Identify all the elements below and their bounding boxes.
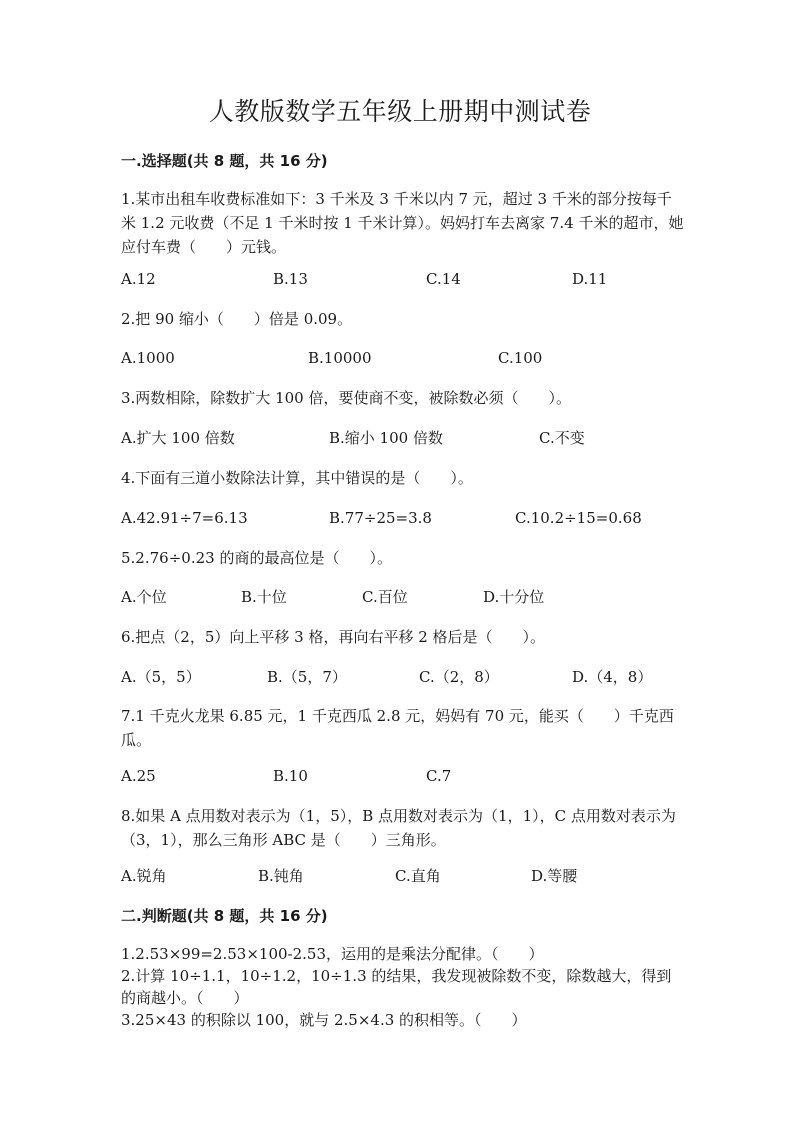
- options-q2: [121, 346, 701, 370]
- option-c: C.直角: [395, 867, 441, 885]
- option-a: A.扩大 100 倍数: [121, 429, 235, 447]
- option-b: B.钝角: [258, 867, 304, 885]
- option-d: D.11: [572, 270, 608, 288]
- options-q1: [121, 267, 701, 291]
- option-b: B.（5，7）: [267, 668, 347, 686]
- question-1: 1.某市出租车收费标准如下：3 千米及 3 千米以内 7 元，超过 3 千米的部分按每千米 1.2 元收费（不足 1 千米时按 1 千米计算）。妈妈打车去离家 7.4 千米的超市，她应付车费（ ）元钱。: [121, 190, 684, 256]
- option-a: A.42.91÷7=6.13: [121, 509, 248, 527]
- option-c: C.100: [498, 349, 543, 367]
- option-a: A.（5，5）: [121, 668, 201, 686]
- option-c: C.百位: [362, 588, 408, 606]
- option-b: B.10000: [308, 349, 372, 367]
- question-7: 7.1 千克火龙果 6.85 元，1 千克西瓜 2.8 元，妈妈有 70 元，能买（ ）千克西瓜。: [121, 707, 674, 749]
- options-q4: [121, 506, 701, 530]
- options-q6: [121, 665, 701, 689]
- question-4: 4.下面有三道小数除法计算，其中错误的是（ ）。: [121, 469, 473, 487]
- option-a: A.个位: [121, 588, 167, 606]
- option-d: D.等腰: [531, 867, 578, 885]
- options-q7: [121, 764, 701, 788]
- option-c: C.不变: [539, 429, 585, 447]
- question-8: 8.如果 A 点用数对表示为（1，5），B 点用数对表示为（1，1），C 点用数对表示为（3，1），那么三角形 ABC 是（ ）三角形。: [121, 807, 676, 849]
- question-5: 5.2.76÷0.23 的商的最高位是（ ）。: [121, 549, 392, 567]
- judge-item-1: 1.2.53×99=2.53×100-2.53，运用的是乘法分配律。（ ）: [121, 945, 544, 963]
- judge-item-3: 3.25×43 的积除以 100，就与 2.5×4.3 的积相等。（ ）: [121, 1011, 527, 1029]
- option-b: B.77÷25=3.8: [329, 509, 432, 527]
- page-title: 人教版数学五年级上册期中测试卷: [208, 97, 592, 126]
- option-b: B.13: [273, 270, 308, 288]
- option-d: D.（4，8）: [572, 668, 653, 686]
- option-c: C.10.2÷15=0.68: [515, 509, 642, 527]
- option-d: D.十分位: [483, 588, 545, 606]
- options-q8: [121, 864, 701, 888]
- option-c: C.7: [426, 767, 452, 785]
- question-2: 2.把 90 缩小（ ）倍是 0.09。: [121, 310, 353, 328]
- option-c: C.（2，8）: [419, 668, 499, 686]
- section-heading-choice: 一.选择题(共 8 题，共 16 分): [121, 152, 328, 170]
- question-3: 3.两数相除，除数扩大 100 倍，要使商不变，被除数必须（ ）。: [121, 389, 571, 407]
- option-b: B.10: [273, 767, 308, 785]
- option-c: C.14: [426, 270, 461, 288]
- option-b: B.缩小 100 倍数: [329, 429, 443, 447]
- option-a: A.25: [121, 767, 156, 785]
- option-a: A.锐角: [121, 867, 167, 885]
- option-a: A.12: [121, 270, 156, 288]
- option-b: B.十位: [241, 588, 287, 606]
- judge-item-2: 2.计算 10÷1.1，10÷1.2，10÷1.3 的结果，我发现被除数不变，除数越大，得到的商越小。（ ）: [121, 967, 672, 1007]
- options-q5: [121, 585, 701, 609]
- section-heading-judge: 二.判断题(共 8 题，共 16 分): [121, 907, 328, 925]
- options-q3: [121, 426, 701, 450]
- option-a: A.1000: [121, 349, 175, 367]
- question-6: 6.把点（2，5）向上平移 3 格，再向右平移 2 格后是（ ）。: [121, 628, 546, 646]
